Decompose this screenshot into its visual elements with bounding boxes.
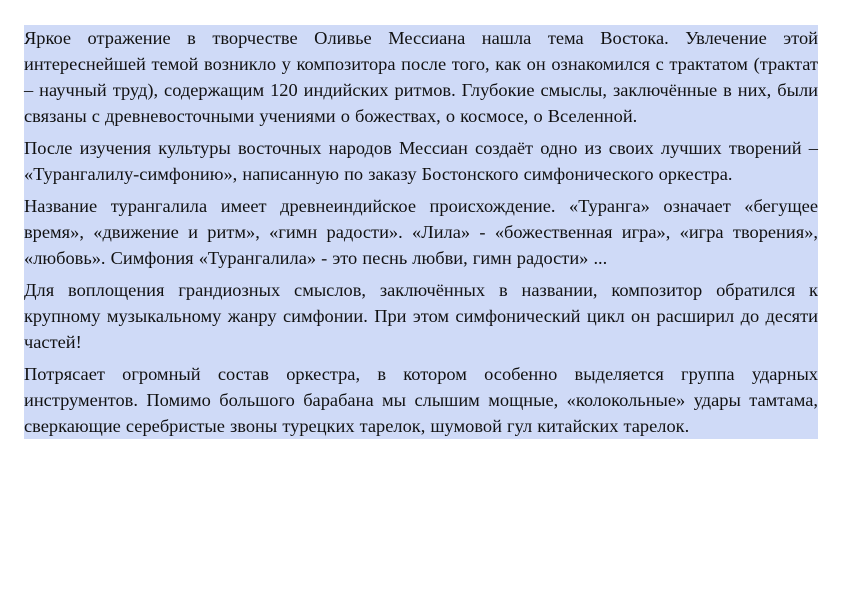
paragraph-2: После изучения культуры восточных народов Мессиан создаёт одно из своих лучших творений – «Турангалилу-симфонию», написанную по заказу Бостонского симфонического оркестра. [24, 138, 818, 184]
paragraph-3: Название турангалила имеет древнеиндийское происхождение. «Туранга» означает «бегущее время», «движение и ритм», «гимн радости». «Лила» - «божественная игра», «игра творения», «любовь». Симфония «Турангалила» - это песнь любви, гимн радости» ... [24, 196, 818, 268]
paragraph-1: Яркое отражение в творчестве Оливье Мессиана нашла тема Востока. Увлечение этой интереснейшей темой возникло у композитора после того, как он ознакомился с трактатом (трактат – научный труд), содержащим 120 индийских ритмов. Глубокие смыслы, заключённые в них, были связаны с древневосточными учениями о божествах, о космосе, о Вселенной. [24, 28, 818, 126]
highlighted-text-block [24, 25, 818, 439]
paragraph-5: Потрясает огромный состав оркестра, в котором особенно выделяется группа ударных инструментов. Помимо большого барабана мы слышим мощные, «колокольные» удары тамтама, сверкающие серебристые звоны турецких тарелок, шумовой гул китайских тарелок. [24, 364, 818, 436]
paragraph-4: Для воплощения грандиозных смыслов, заключённых в названии, композитор обратился к крупному музыкальному жанру симфонии. При этом симфонический цикл он расширил до десяти частей! [24, 280, 818, 352]
